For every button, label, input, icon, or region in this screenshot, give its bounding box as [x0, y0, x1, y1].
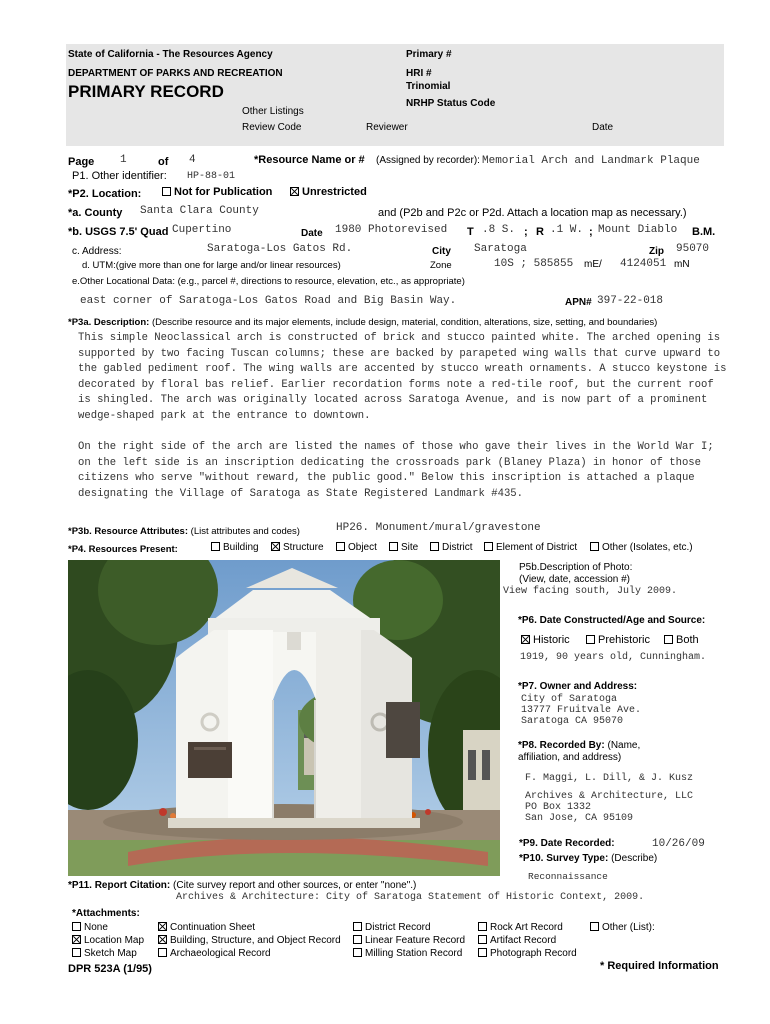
other-locational-label: e.Other Locational Data: (e.g., parcel #, directions to resource, elevation, etc., as appropriate): [72, 276, 465, 287]
resource-element-option[interactable]: Element of District: [484, 542, 577, 553]
date-recorded-label: *P9. Date Recorded:: [519, 838, 615, 849]
review-code-label: Review Code: [242, 122, 302, 133]
element-of-district-checkbox[interactable]: [484, 542, 493, 551]
attachment-photograph-record[interactable]: Photograph Record: [478, 948, 577, 959]
resource-name-value: Memorial Arch and Landmark Plaque: [482, 155, 700, 167]
attachment-artifact-record[interactable]: Artifact Record: [478, 935, 556, 946]
city-value: Saratoga: [474, 243, 527, 255]
description-paragraph-1: This simple Neoclassical arch is constructed of brick and stucco painted white. The arched opening is supported by two facing Tuscan columns; these are backed by parapeted wing walls that curve upward to the gabled pediment roof. The wing walls are accented by stucco wreath ornaments. A stucco keystone is decorated by floral bas relief. Earlier recordation forms note a red-tile roof, but the current roof is shingled. The arch was originally located across Saratoga Avenue, and is now part of a prominent wedge-shaped park at the entrance to downtown.: [78, 332, 727, 422]
resource-structure-option[interactable]: Structure: [271, 542, 324, 553]
reviewer-label: Reviewer: [366, 122, 408, 133]
sketch-map-checkbox[interactable]: [72, 948, 81, 957]
usgs-quad-label: *b. USGS 7.5' Quad: [68, 226, 169, 238]
photo-description-value: View facing south, July 2009.: [503, 586, 678, 597]
attachment-milling-station-record[interactable]: Milling Station Record: [353, 948, 462, 959]
zone-label: Zone: [430, 260, 452, 271]
memorial-arch-photo: [68, 560, 500, 876]
resource-attributes-header: *P3b. Resource Attributes: (List attributes and codes): [68, 526, 300, 537]
other-locational-value: east corner of Saratoga-Los Gatos Road and Big Basin Way.: [80, 295, 457, 307]
resource-name-hint: (Assigned by recorder):: [376, 155, 480, 166]
resource-building-option[interactable]: Building: [211, 542, 259, 553]
historic-option[interactable]: Historic: [521, 634, 570, 646]
form-title: PRIMARY RECORD: [68, 82, 224, 101]
page-number: 1: [120, 154, 127, 166]
survey-type-value: Reconnaissance: [528, 871, 608, 882]
attachment-other[interactable]: Other (List):: [590, 922, 655, 933]
other-list-checkbox[interactable]: [590, 922, 599, 931]
resource-attributes-value: HP26. Monument/mural/gravestone: [336, 522, 541, 534]
township-separator: ;: [524, 226, 528, 238]
description-header: *P3a. Description: (Describe resource and its major elements, include design, material, condition, alterations, size, setting, and boundaries): [68, 317, 658, 328]
date-constructed-value: 1919, 90 years old, Cunningham.: [520, 652, 707, 663]
photo-description-hint: (View, date, accession #): [519, 574, 630, 585]
report-citation-label: *P11. Report Citation: (Cite survey report and other sources, or enter "none".): [68, 880, 417, 891]
utm-label: d. UTM:(give more than one for large and/or linear resources): [82, 260, 341, 271]
continuation-sheet-checkbox[interactable]: [158, 922, 167, 931]
attachment-continuation-sheet[interactable]: Continuation Sheet: [158, 922, 255, 933]
required-information-note: * Required Information: [600, 960, 719, 972]
county-label: *a. County: [68, 207, 123, 219]
utm-northing-value: 4124051: [620, 258, 667, 270]
building-record-checkbox[interactable]: [158, 935, 167, 944]
recorded-by-line-3: San Jose, CA 95109: [525, 813, 634, 824]
attachment-archaeological-record[interactable]: Archaeological Record: [158, 948, 271, 959]
date-recorded-value: 10/26/09: [652, 838, 705, 850]
report-citation-value: Archives & Architecture: City of Saratoga Statement of Historic Context, 2009.: [176, 892, 645, 903]
northing-unit: mN: [674, 259, 690, 270]
recorded-by-line-1: Archives & Architecture, LLC: [525, 791, 694, 802]
zip-value: 95070: [676, 243, 710, 255]
township-label: T: [467, 226, 474, 238]
city-label: City: [432, 246, 451, 257]
archaeological-record-checkbox[interactable]: [158, 948, 167, 957]
quad-date-label: Date: [301, 228, 323, 239]
date-label: Date: [592, 122, 614, 133]
artifact-record-checkbox[interactable]: [478, 935, 487, 944]
base-meridian-value: Mount Diablo: [598, 224, 678, 236]
attachments-label: *Attachments:: [72, 908, 140, 919]
location-map-note: and (P2b and P2c or P2d. Attach a location map as necessary.): [378, 207, 687, 219]
address-label: c. Address:: [72, 246, 122, 257]
form-id: DPR 523A (1/95): [68, 963, 152, 975]
apn-label: APN#: [565, 297, 592, 308]
site-checkbox[interactable]: [389, 542, 398, 551]
date-constructed-label: *P6. Date Constructed/Age and Source:: [518, 615, 706, 626]
township-value: .8 S.: [482, 224, 516, 236]
owner-line-2: 13777 Fruitvale Ave.: [521, 705, 642, 716]
attachment-building-record[interactable]: Building, Structure, and Object Record: [158, 935, 341, 946]
both-option[interactable]: Both: [664, 634, 699, 646]
hri-number-label: HRI #: [406, 68, 432, 79]
building-checkbox[interactable]: [211, 542, 220, 551]
attachment-location-map[interactable]: Location Map: [72, 935, 144, 946]
range-value: .1 W.: [550, 224, 584, 236]
structure-checkbox[interactable]: [271, 542, 280, 551]
unrestricted-checkbox[interactable]: [290, 187, 299, 196]
resource-district-option[interactable]: District: [430, 542, 473, 553]
trinomial-label: Trinomial: [406, 81, 451, 92]
range-label: R: [536, 226, 544, 238]
prehistoric-option[interactable]: Prehistoric: [586, 634, 650, 646]
page-label: Page: [68, 156, 95, 168]
location-map-checkbox[interactable]: [72, 935, 81, 944]
usgs-quad-value: Cupertino: [172, 224, 232, 236]
attachment-none[interactable]: None: [72, 922, 108, 933]
resource-object-option[interactable]: Object: [336, 542, 377, 553]
base-meridian-label: B.M.: [692, 226, 716, 238]
unrestricted-option[interactable]: Unrestricted: [290, 186, 367, 198]
not-for-publication-checkbox[interactable]: [162, 187, 171, 196]
utm-easting-value: 10S ; 585855: [494, 258, 574, 270]
description-paragraph-2: On the right side of the arch are listed the names of those who gave their lives in the World War I; on the left side is an inscription dedicating the crossroads park (Blaney Plaza) in honor of those citizens who serve "without reward, the public good." Below this inscription is attached a plaque designating the Village of Saratoga as State Registered Landmark #435.: [78, 441, 714, 500]
easting-unit: mE/: [584, 259, 602, 270]
attachment-district-record[interactable]: District Record: [353, 922, 431, 933]
apn-value: 397-22-018: [597, 295, 664, 307]
photo-description-label: P5b.Description of Photo:: [519, 562, 633, 573]
quad-date-value: 1980 Photorevised: [335, 224, 448, 236]
other-identifier-value: HP-88-01: [187, 171, 236, 182]
attachment-linear-feature-record[interactable]: Linear Feature Record: [353, 935, 465, 946]
owner-address-label: *P7. Owner and Address:: [518, 681, 638, 692]
owner-line-1: City of Saratoga: [521, 694, 618, 705]
milling-station-checkbox[interactable]: [353, 948, 362, 957]
resources-present-label: *P4. Resources Present:: [68, 544, 178, 555]
address-value: Saratoga-Los Gatos Rd.: [207, 243, 353, 255]
nrhp-status-label: NRHP Status Code: [406, 98, 496, 109]
recorded-by-label: *P8. Recorded By: (Name,: [518, 740, 641, 751]
range-separator: ;: [589, 226, 593, 238]
recorded-by-names: F. Maggi, L. Dill, & J. Kusz: [525, 773, 694, 784]
primary-number-label: Primary #: [406, 49, 452, 60]
recorded-by-hint: affiliation, and address): [518, 752, 622, 763]
location-label: *P2. Location:: [68, 188, 142, 200]
not-for-publication-option[interactable]: Not for Publication: [162, 186, 272, 198]
of-label: of: [158, 156, 169, 168]
department-name: DEPARTMENT OF PARKS AND RECREATION: [68, 68, 283, 79]
resource-other-option[interactable]: Other (Isolates, etc.): [590, 542, 693, 553]
resource-site-option[interactable]: Site: [389, 542, 418, 553]
object-checkbox[interactable]: [336, 542, 345, 551]
district-checkbox[interactable]: [430, 542, 439, 551]
both-checkbox[interactable]: [664, 635, 673, 644]
historic-checkbox[interactable]: [521, 635, 530, 644]
county-value: Santa Clara County: [140, 205, 259, 217]
linear-feature-checkbox[interactable]: [353, 935, 362, 944]
other-listings-label: Other Listings: [242, 106, 304, 117]
rock-art-checkbox[interactable]: [478, 922, 487, 931]
other-identifier-label: P1. Other identifier:: [72, 170, 167, 182]
prehistoric-checkbox[interactable]: [586, 635, 595, 644]
zip-label: Zip: [649, 246, 664, 257]
survey-type-label: *P10. Survey Type: (Describe): [519, 853, 658, 864]
owner-line-3: Saratoga CA 95070: [521, 716, 624, 727]
none-checkbox[interactable]: [72, 922, 81, 931]
attachment-sketch-map[interactable]: Sketch Map: [72, 948, 137, 959]
recorded-by-line-2: PO Box 1332: [525, 802, 592, 813]
page-total: 4: [189, 154, 196, 166]
photograph-record-checkbox[interactable]: [478, 948, 487, 957]
attachment-rock-art-record[interactable]: Rock Art Record: [478, 922, 563, 933]
other-isolates-checkbox[interactable]: [590, 542, 599, 551]
resource-name-label: *Resource Name or #: [254, 154, 365, 166]
district-record-checkbox[interactable]: [353, 922, 362, 931]
agency-name: State of California - The Resources Agency: [68, 49, 273, 60]
